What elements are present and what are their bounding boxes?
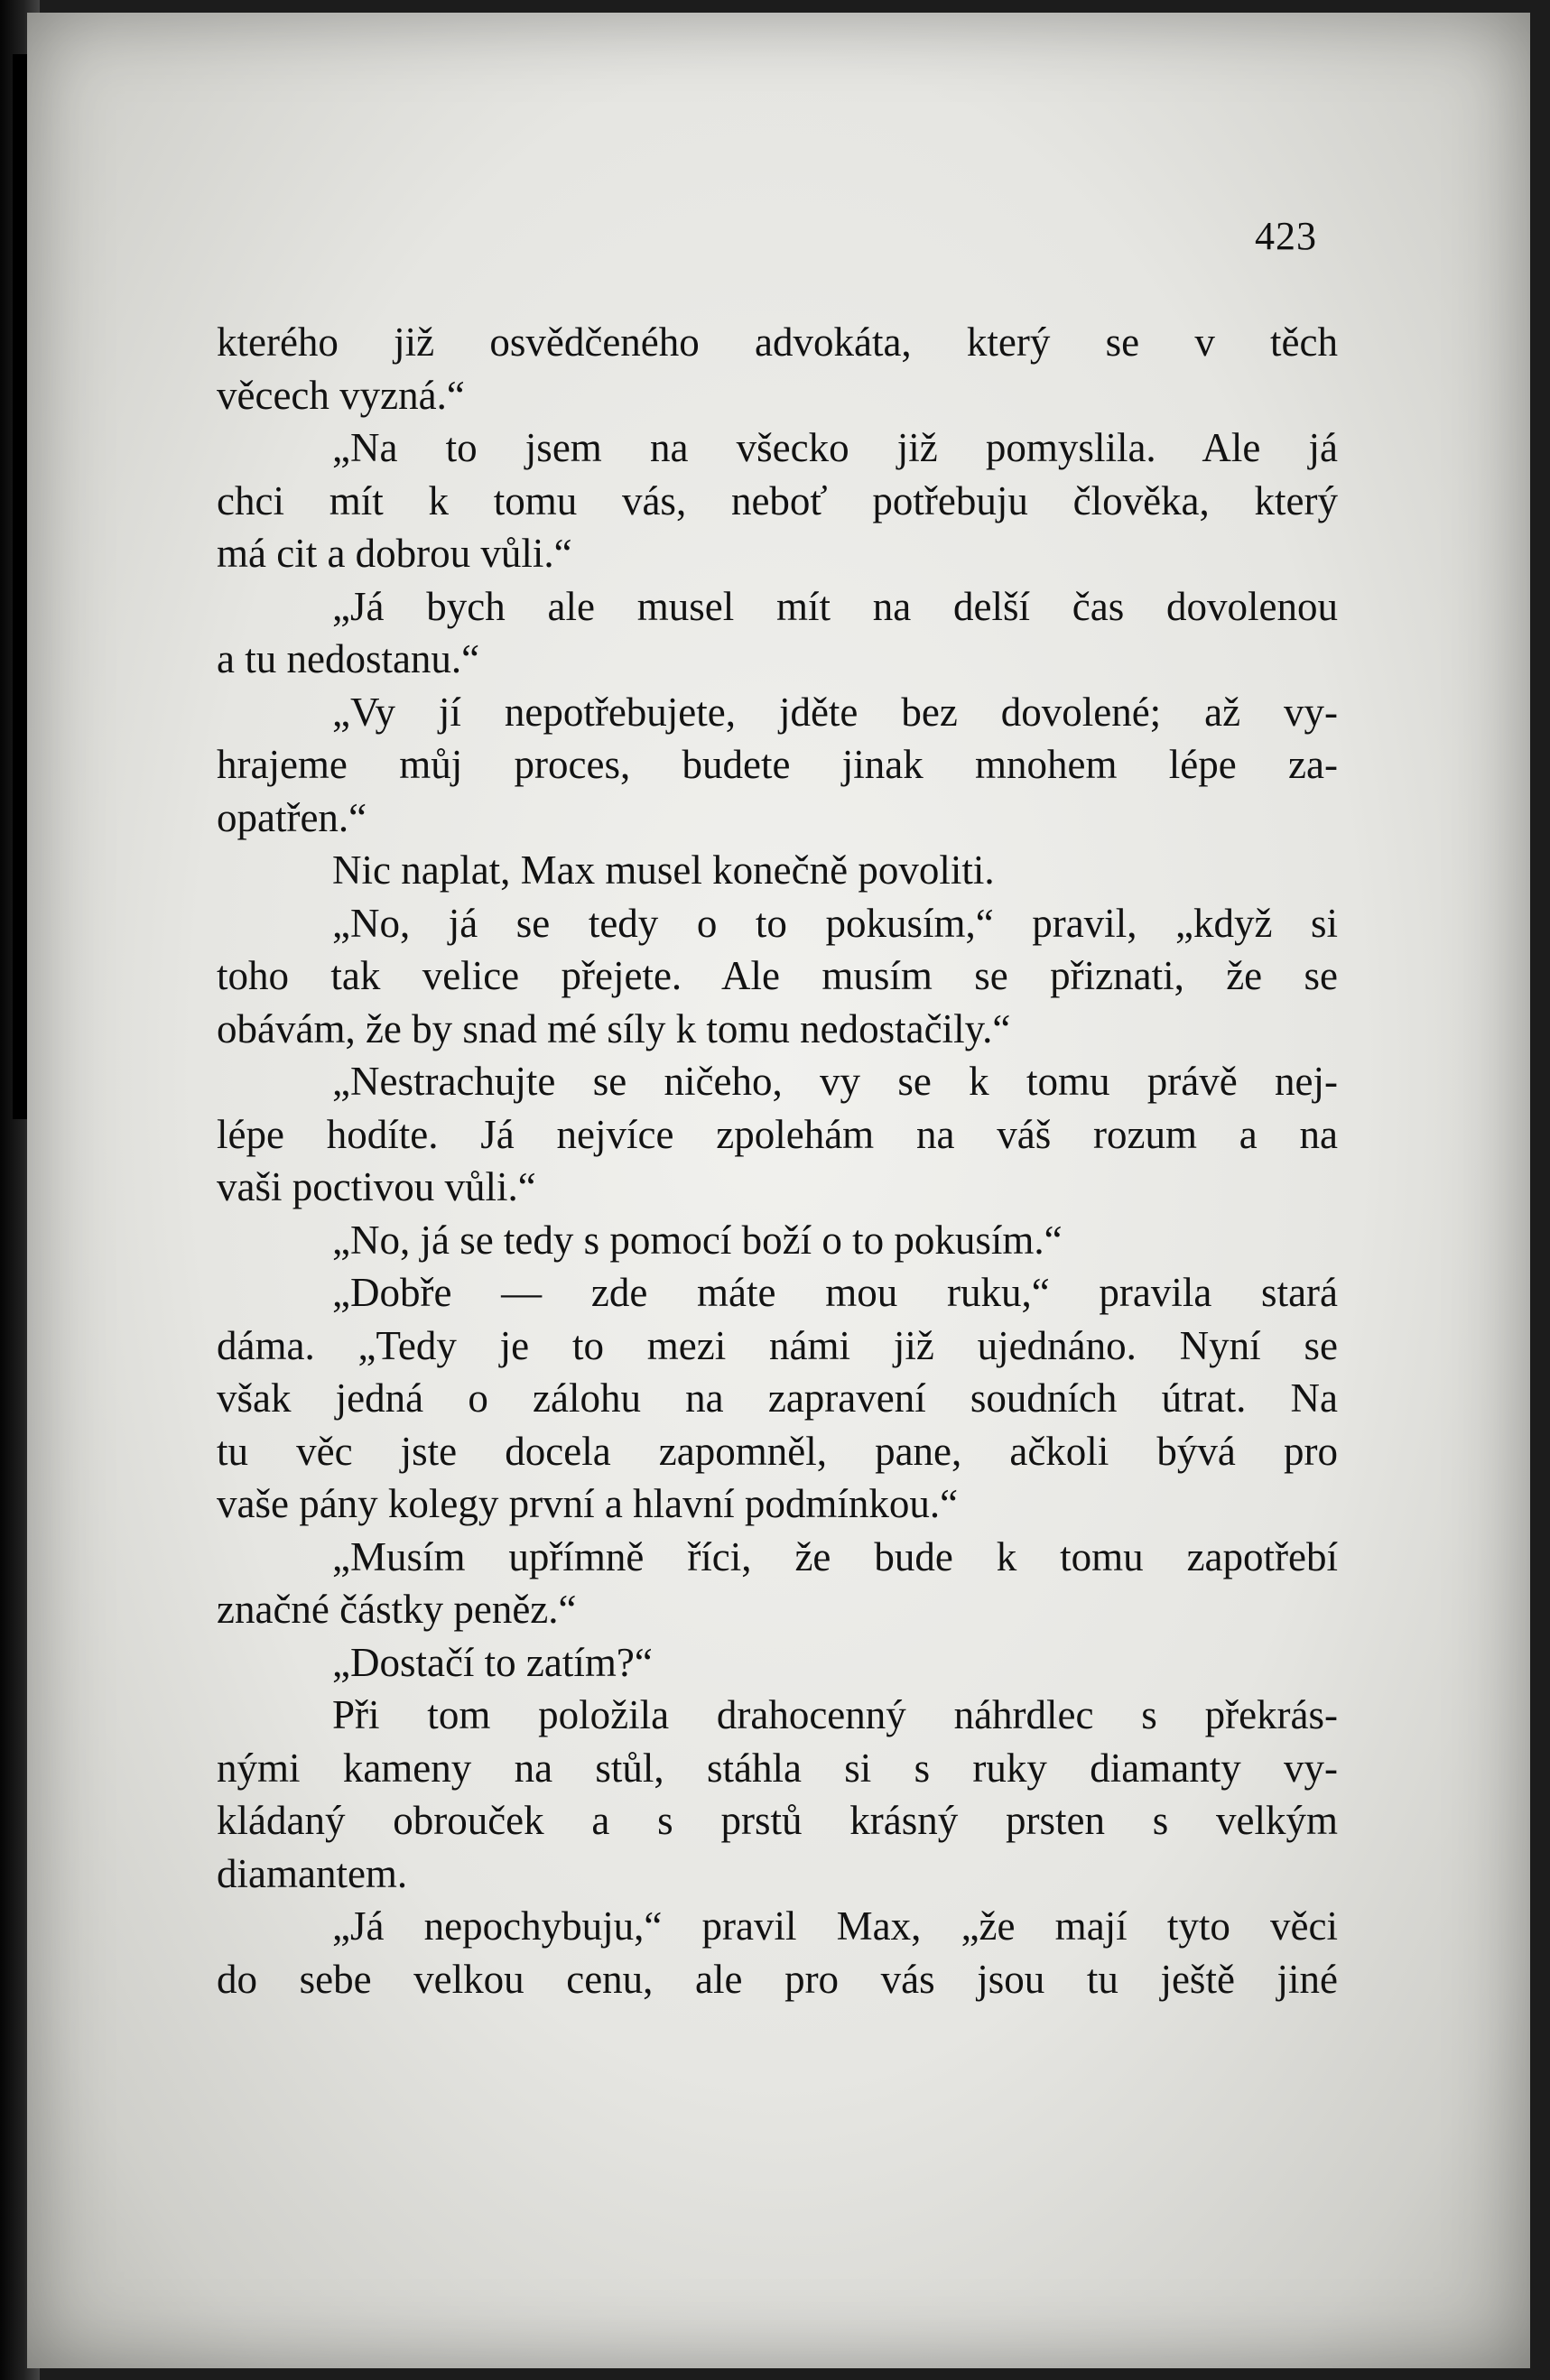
text-line: Při tom položila drahocenný náhrdlec s překrás- bbox=[332, 1692, 1338, 1737]
text-line: diamantem. bbox=[217, 1850, 408, 1896]
text-line: věcech vyzná.“ bbox=[217, 372, 465, 418]
text-line: obávám, že by snad mé síly k tomu nedostačily.“ bbox=[217, 1005, 1011, 1051]
text-line: „Na to jsem na všecko již pomyslila. Ale já bbox=[332, 425, 1338, 470]
text-line: a tu nedostanu.“ bbox=[217, 636, 480, 681]
text-line: „No, já se tedy o to pokusím,“ pravil, „když si bbox=[332, 900, 1338, 946]
text-line: toho tak velice přejete. Ale musím se přiznati, že se bbox=[217, 953, 1338, 998]
text-line: „Musím upřímně říci, že bude k tomu zapotřebí bbox=[332, 1533, 1338, 1579]
text-line: značné částky peněz.“ bbox=[217, 1587, 577, 1632]
text-line: „Dostačí to zatím?“ bbox=[332, 1639, 653, 1685]
text-line: vaši poctivou vůli.“ bbox=[217, 1164, 536, 1209]
text-line: má cit a dobrou vůli.“ bbox=[217, 531, 572, 576]
text-line: „Dobře — zde máte mou ruku,“ pravila stará bbox=[332, 1270, 1338, 1315]
text-line: kterého již osvědčeného advokáta, který se v těch bbox=[217, 319, 1338, 365]
text-line: „No, já se tedy s pomocí boží o to pokusím.“ bbox=[332, 1217, 1063, 1263]
page-number: 423 bbox=[1255, 214, 1317, 258]
text-line: „Já bych ale musel mít na delší čas dovolenou bbox=[332, 583, 1338, 629]
text-line: „Nestrachujte se ničeho, vy se k tomu právě nej- bbox=[332, 1059, 1338, 1104]
text-line: kládaný obrouček a s prstů krásný prsten s velkým bbox=[217, 1798, 1338, 1843]
text-line: nými kameny na stůl, stáhla si s ruky diamanty vy- bbox=[217, 1745, 1338, 1791]
text-line: dáma. „Tedy je to mezi námi již ujednáno. Nyní se bbox=[217, 1322, 1338, 1368]
text-line: tu věc jste docela zapomněl, pane, ačkoli bývá pro bbox=[217, 1428, 1338, 1474]
text-line: „Vy jí nepotřebujete, jděte bez dovolené; až vy- bbox=[332, 689, 1338, 735]
text-line: Nic naplat, Max musel konečně povoliti. bbox=[332, 847, 995, 893]
body-text bbox=[217, 316, 1338, 2005]
text-line: lépe hodíte. Já nejvíce zpolehám na váš rozum a na bbox=[217, 1111, 1338, 1157]
text-line: opatřen.“ bbox=[217, 794, 367, 840]
text-line: hrajeme můj proces, budete jinak mnohem lépe za- bbox=[217, 742, 1338, 787]
text-line: do sebe velkou cenu, ale pro vás jsou tu ještě jiné bbox=[217, 1956, 1338, 2002]
text-line: vaše pány kolegy první a hlavní podmínkou.“ bbox=[217, 1481, 959, 1526]
text-line: však jedná o zálohu na zapravení soudních útrat. Na bbox=[217, 1375, 1338, 1421]
text-line: chci mít k tomu vás, neboť potřebuju člověka, který bbox=[217, 477, 1338, 523]
text-line: „Já nepochybuju,“ pravil Max, „že mají tyto věci bbox=[332, 1903, 1338, 1949]
